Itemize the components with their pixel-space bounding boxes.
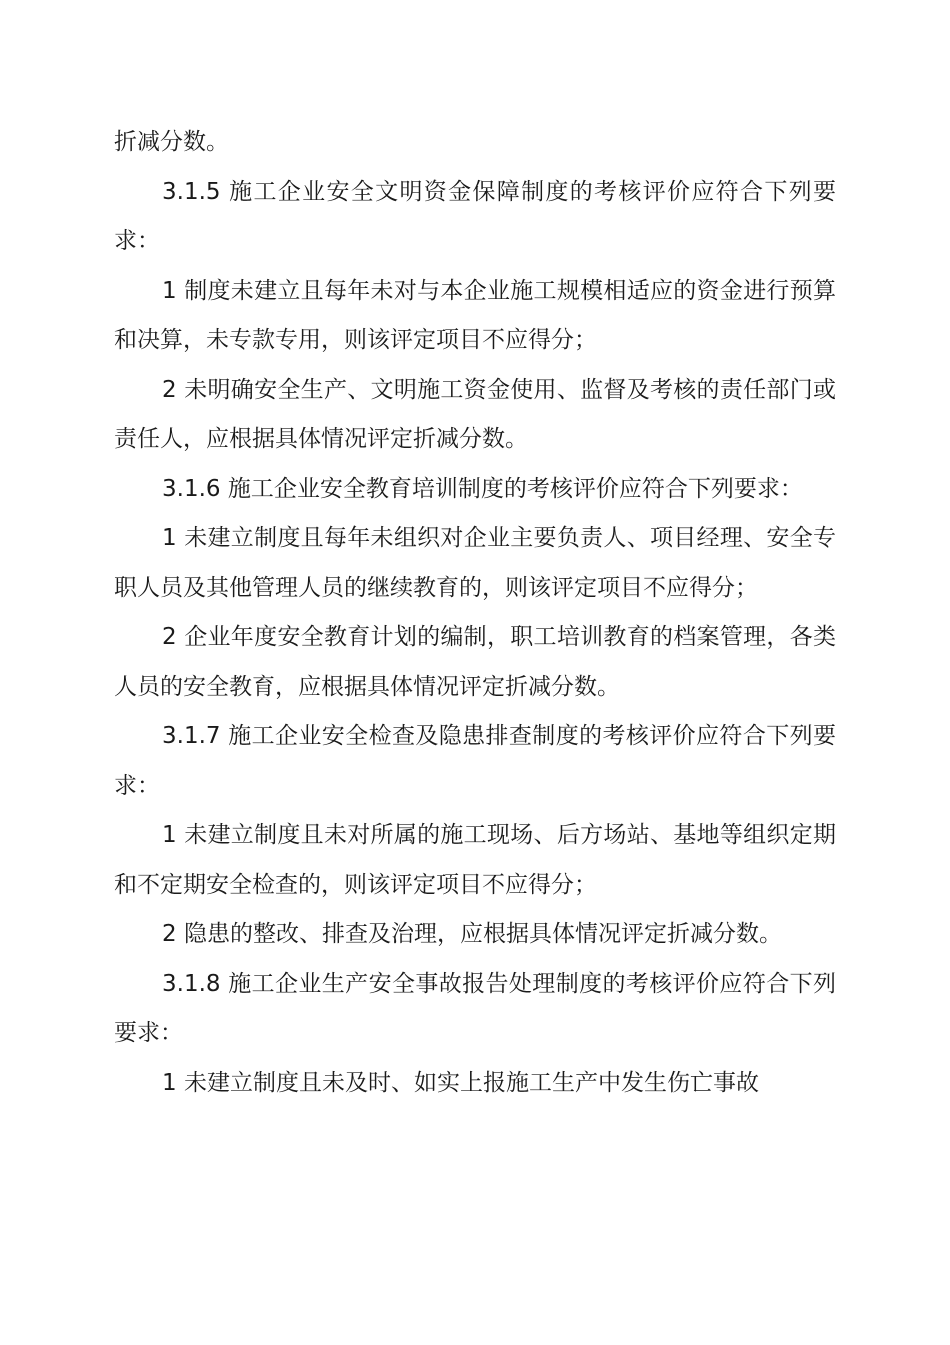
clause-item: 1 未建立制度且每年未组织对企业主要负责人、项目经理、安全专职人员及其他管理人员的继续教育的，则该评定项目不应得分；	[114, 525, 836, 601]
clause-item: 1 制度未建立且每年未对与本企业施工规模相适应的资金进行预算和决算，未专款专用，则该评定项目不应得分；	[114, 277, 836, 353]
clause-item: 1 未建立制度且未对所属的施工现场、后方场站、基地等组织定期和不定期安全检查的，则该评定项目不应得分；	[114, 822, 836, 898]
clause-heading-3-1-6: 3.1.6 施工企业安全教育培训制度的考核评价应符合下列要求：	[162, 475, 803, 502]
clause-item: 2 未明确安全生产、文明施工资金使用、监督及考核的责任部门或责任人，应根据具体情况评定折减分数。	[114, 376, 836, 452]
document-body	[114, 118, 836, 1108]
clause-heading-3-1-5: 3.1.5 施工企业安全文明资金保障制度的考核评价应符合下列要求：	[114, 178, 836, 254]
clause-heading-3-1-7: 3.1.7 施工企业安全检查及隐患排查制度的考核评价应符合下列要求：	[114, 723, 836, 799]
clause-item: 1 未建立制度且未及时、如实上报施工生产中发生伤亡事故	[162, 1069, 759, 1096]
clause-item: 2 隐患的整改、排查及治理，应根据具体情况评定折减分数。	[162, 921, 782, 947]
paragraph: 折减分数。	[114, 129, 229, 155]
clause-heading-3-1-8: 3.1.8 施工企业生产安全事故报告处理制度的考核评价应符合下列要求：	[114, 970, 836, 1046]
clause-item: 2 企业年度安全教育计划的编制，职工培训教育的档案管理，各类人员的安全教育，应根据具体情况评定折减分数。	[114, 624, 836, 700]
